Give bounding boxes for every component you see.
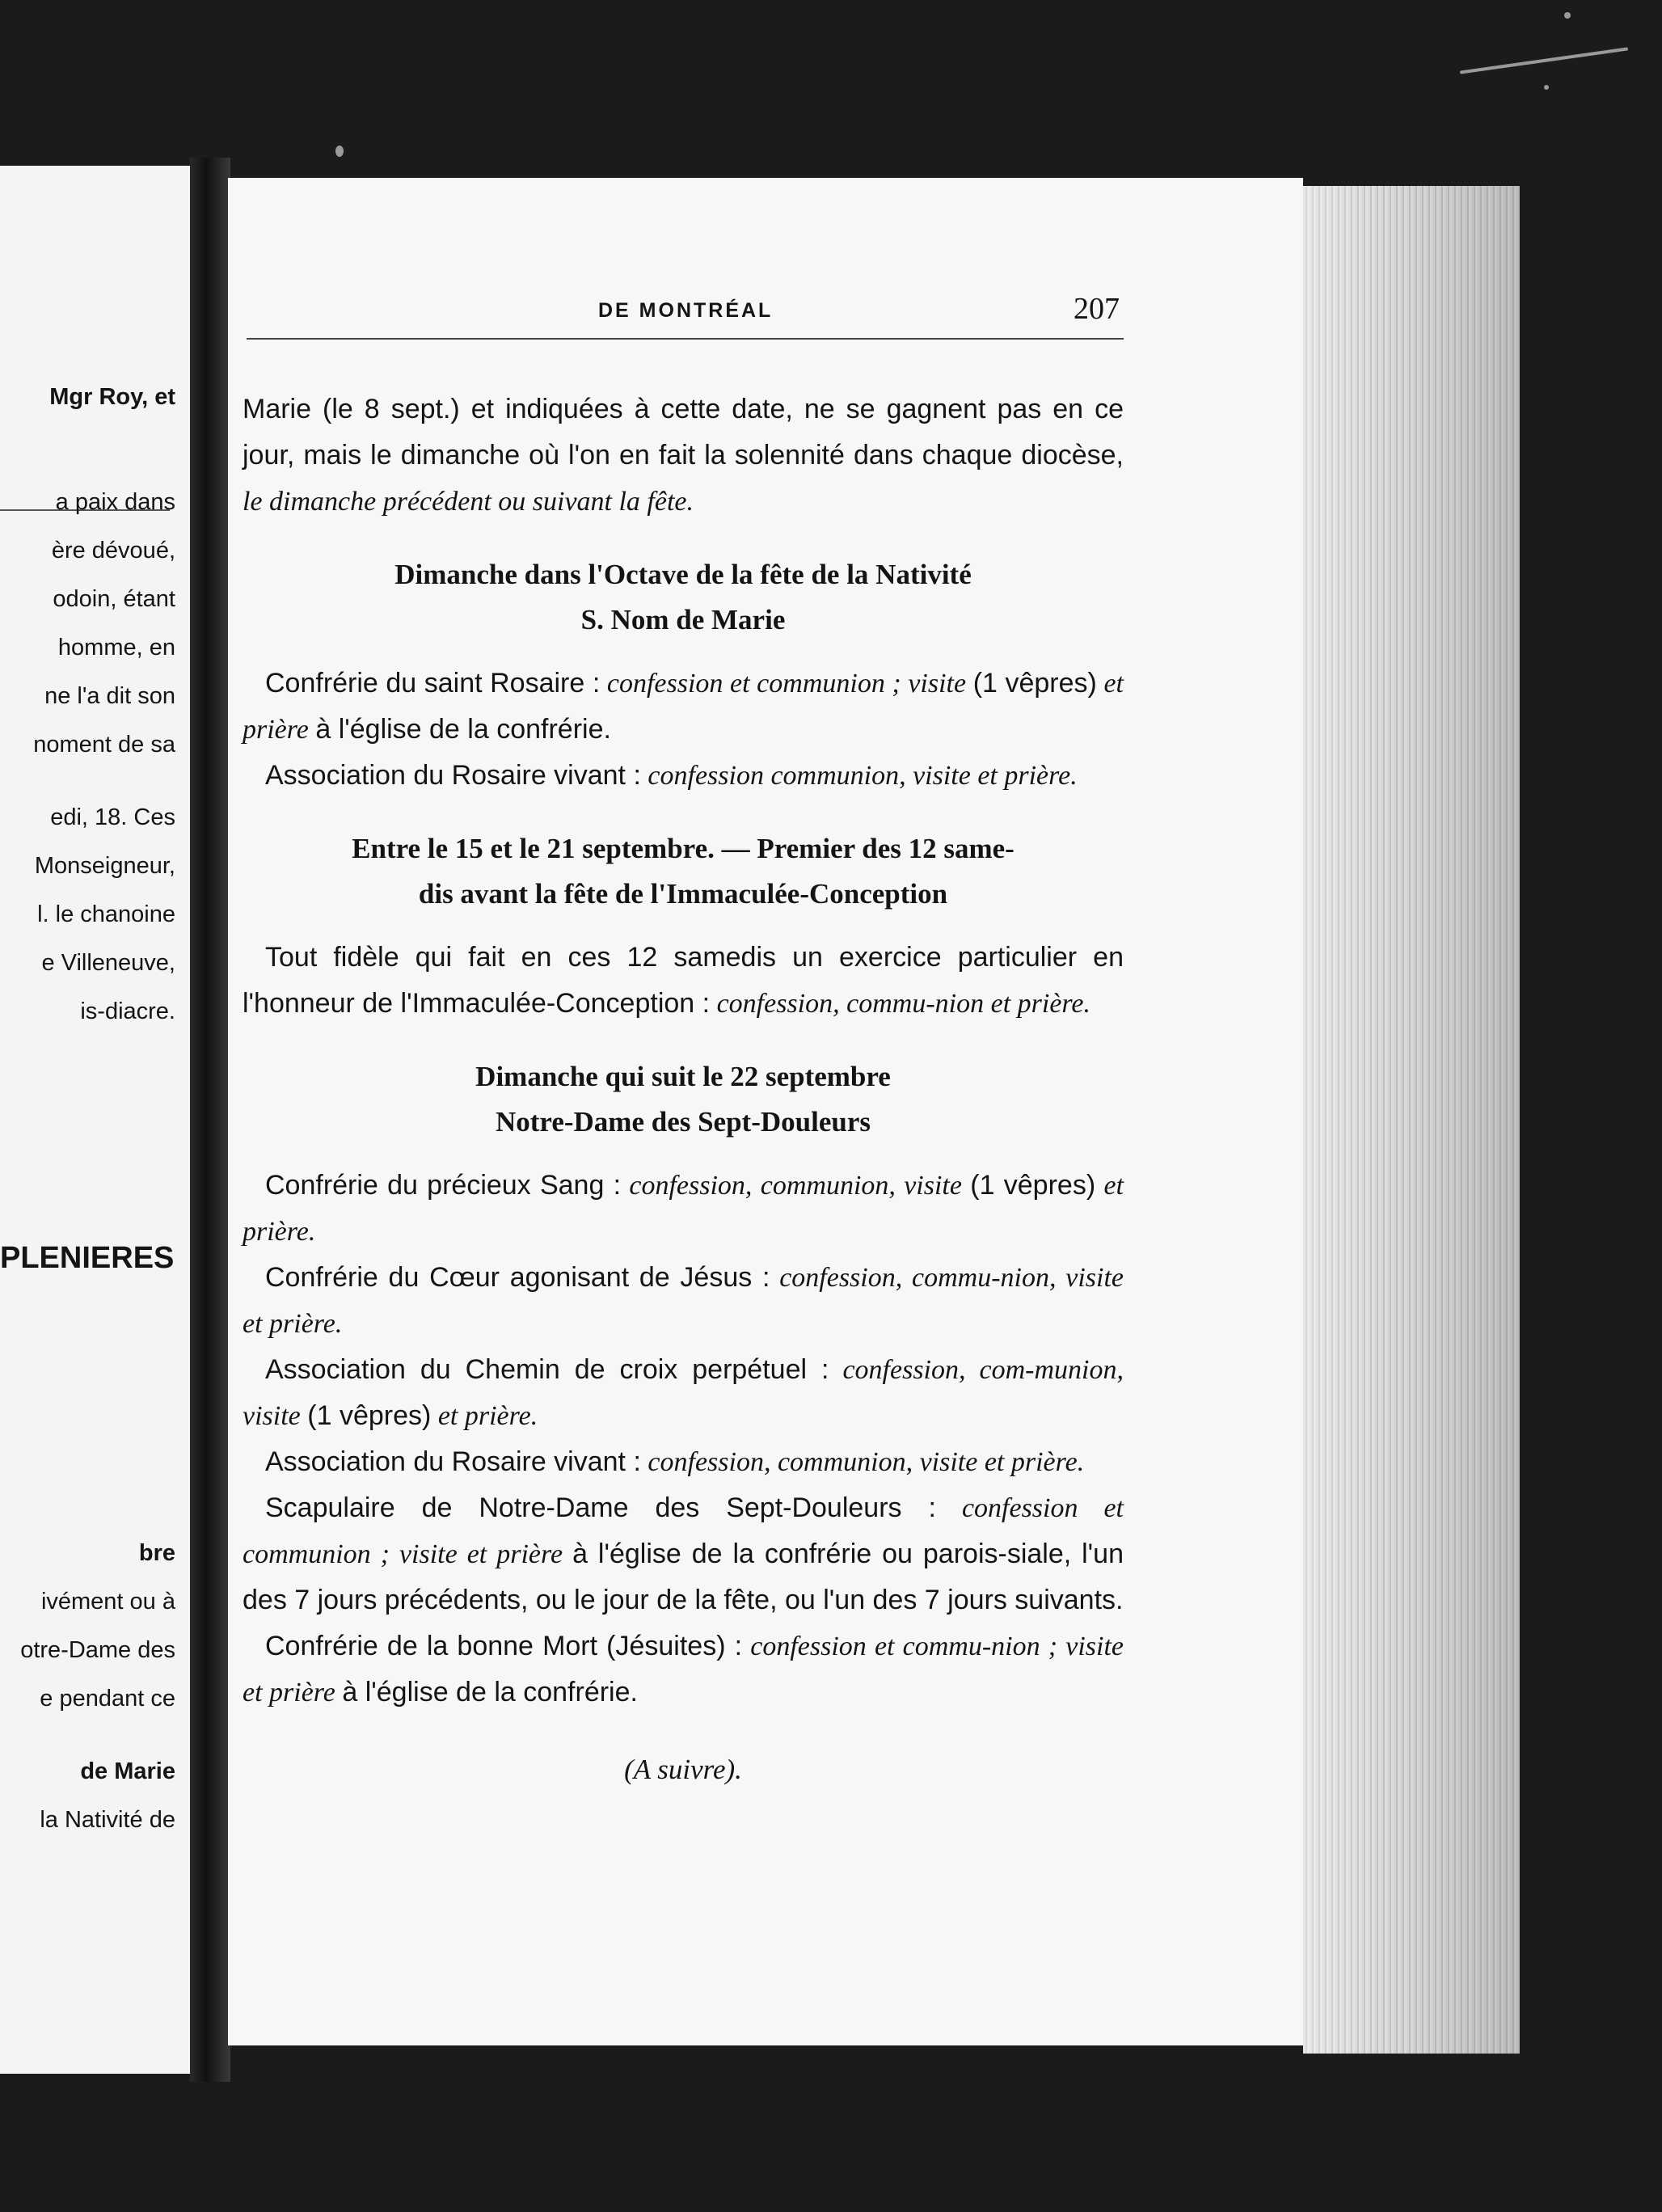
paragraph-tail: à l'église de la confrérie.	[315, 714, 611, 745]
left-page-line: e pendant ce	[40, 1686, 175, 1712]
indulgence-paragraph	[243, 753, 1124, 799]
paragraph-italic: confession, communion, visite et prière.	[648, 1447, 1085, 1477]
left-page-line: e Villeneuve,	[41, 950, 175, 976]
indulgence-paragraph	[243, 1255, 1124, 1347]
intro-paragraph	[243, 386, 1124, 525]
paragraph-lead: Scapulaire de Notre-Dame des Sept-Douleurs :	[265, 1492, 936, 1523]
paragraph-italic: confession, communion, visite	[629, 1171, 962, 1201]
page-body	[243, 386, 1124, 1792]
left-page-line: homme, en	[57, 635, 175, 661]
paragraph-lead: Confrérie de la bonne Mort (Jésuites) :	[265, 1631, 743, 1661]
indulgence-paragraph	[243, 935, 1124, 1027]
left-page-line: ivément ou à	[40, 1589, 175, 1615]
paragraph-rest: (1 vêpres)	[970, 1170, 1096, 1201]
paragraph-italic: confession et communion ; visite et prière	[243, 1493, 1124, 1569]
left-page-line: Mgr Roy, et	[49, 384, 175, 410]
page-edges-shade	[1303, 186, 1520, 2054]
left-page-line: PLENIERES	[0, 1241, 175, 1275]
indulgence-paragraph	[243, 1623, 1124, 1716]
indulgence-paragraph	[243, 1163, 1124, 1255]
paragraph-italic: confession et commu-nion ; visite et prière	[243, 1632, 1124, 1708]
paragraph-lead: Confrérie du saint Rosaire :	[265, 668, 601, 699]
left-page-line: ère dévoué,	[51, 538, 175, 564]
header-rule	[247, 338, 1124, 340]
paragraph-rest: à l'église de la confrérie.	[342, 1677, 638, 1708]
section-heading-line: Entre le 15 et le 21 septembre. — Premier des 12 same-	[352, 833, 1014, 864]
section-heading-line: Notre-Dame des Sept-Douleurs	[495, 1106, 871, 1138]
left-page-line: bre	[138, 1540, 175, 1566]
left-page-line: otre-Dame des	[20, 1637, 175, 1663]
paragraph-lead: Association du Chemin de croix perpétuel :	[265, 1354, 829, 1385]
to-be-continued: (A suivre).	[624, 1754, 742, 1785]
paragraph-lead: Confrérie du Cœur agonisant de Jésus :	[265, 1262, 770, 1293]
dust-speck	[1544, 85, 1549, 90]
paragraph-italic: confession, commu-nion, visite et prière.	[243, 1263, 1124, 1339]
running-header: DE MONTRÉAL	[598, 299, 774, 322]
section-heading-line: Dimanche qui suit le 22 septembre	[475, 1061, 891, 1092]
paragraph-italic2: et prière.	[243, 1171, 1124, 1247]
indulgence-paragraph	[243, 1439, 1124, 1485]
paragraph-italic: confession et communion ; visite	[606, 669, 967, 699]
book-gutter	[190, 158, 230, 2082]
indulgence-paragraph	[243, 1485, 1124, 1623]
paragraph-lead: Association du Rosaire vivant :	[265, 1446, 641, 1477]
left-page-line: la Nativité de	[40, 1807, 175, 1833]
paragraph-italic: confession, com-munion, visite	[243, 1355, 1124, 1431]
paragraph-italic: confession communion, visite et prière.	[648, 761, 1078, 791]
dust-speck	[1460, 47, 1629, 74]
paragraph-rest: (1 vêpres)	[972, 668, 1097, 699]
dust-speck	[335, 146, 344, 157]
section-heading-line: S. Nom de Marie	[580, 604, 786, 635]
intro-italic: le dimanche précédent ou suivant la fête.	[243, 487, 694, 517]
paragraph-italic2: et prière	[243, 669, 1124, 745]
left-page-line: l. le chanoine	[37, 901, 175, 927]
left-page-line: a paix dans	[55, 489, 175, 515]
left-page-line: edi, 18. Ces	[50, 804, 175, 830]
previous-page	[0, 166, 190, 2074]
paragraph-italic: confession, commu-nion et prière.	[716, 989, 1090, 1019]
paragraph-lead: Confrérie du précieux Sang :	[265, 1170, 622, 1201]
paragraph-rest: (1 vêpres)	[307, 1400, 432, 1431]
page-number: 207	[1074, 292, 1120, 326]
paragraph-rest: à l'église de la confrérie ou parois-siale, l'un des 7 jours précédents, ou le jour de la fête, ou l'un des 7 jours suivants.	[243, 1539, 1124, 1615]
section-heading	[243, 826, 1124, 917]
section-heading-line: Dimanche dans l'Octave de la fête de la Nativité	[394, 559, 972, 590]
section-heading	[243, 1054, 1124, 1145]
paragraph-lead: Association du Rosaire vivant :	[265, 760, 641, 791]
paragraph-lead: Tout fidèle qui fait en ces 12 samedis un exercice particulier en l'honneur de l'Immaculée-Conception :	[243, 942, 1124, 1019]
indulgence-paragraph	[243, 1347, 1124, 1439]
section-heading-line: dis avant la fête de l'Immaculée-Conception	[418, 878, 948, 910]
left-page-line: noment de sa	[33, 732, 175, 758]
left-page-line: de Marie	[80, 1758, 175, 1784]
indulgence-paragraph	[243, 661, 1124, 753]
left-page-line: odoin, étant	[53, 586, 175, 612]
paragraph-italic2: et prière.	[437, 1401, 538, 1431]
left-page-line: is-diacre.	[80, 998, 175, 1024]
left-page-line: ne l'a dit son	[44, 683, 175, 709]
sections	[243, 552, 1124, 1716]
section-heading	[243, 552, 1124, 643]
dust-speck	[1564, 12, 1571, 19]
intro-text: Marie (le 8 sept.) et indiquées à cette date, ne se gagnent pas en ce jour, mais le dimanche où l'on en fait la solennité dans chaque diocèse,	[243, 394, 1124, 471]
left-page-line: Monseigneur,	[34, 853, 175, 879]
